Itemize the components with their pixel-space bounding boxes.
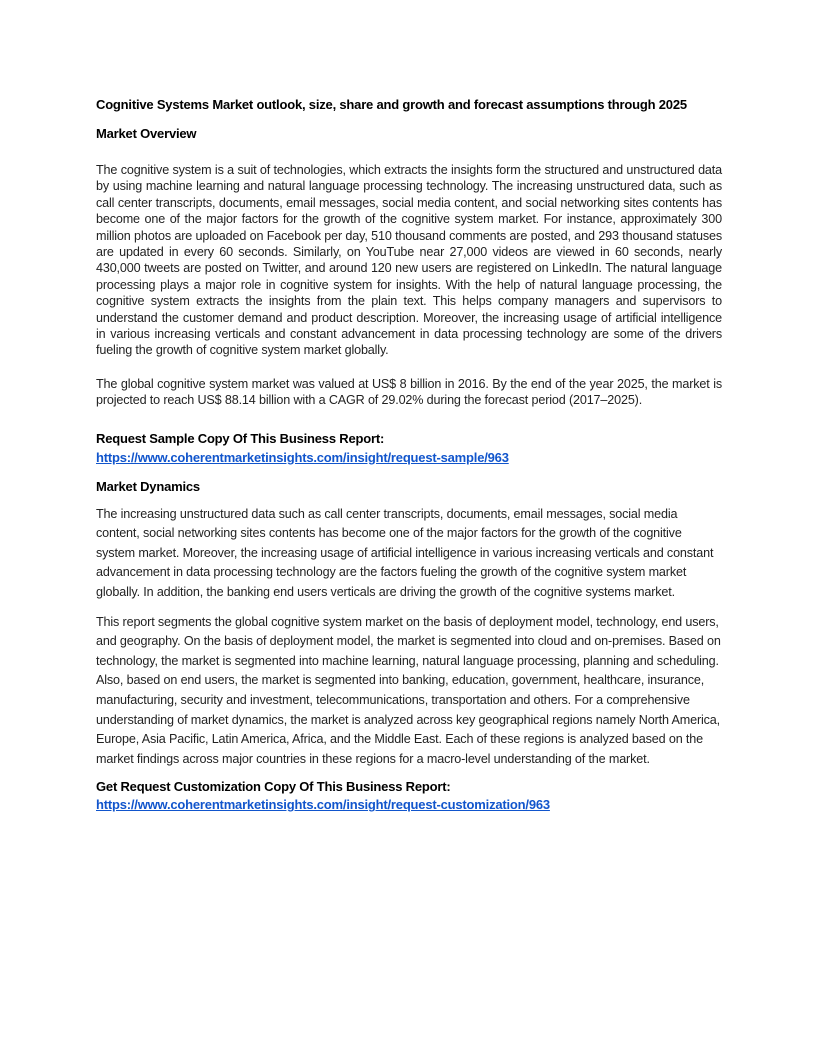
market-dynamics-heading: Market Dynamics: [96, 478, 200, 494]
dynamics-paragraph-1: The increasing unstructured data such as call center transcripts, documents, email messages, social media content, social networking sites contents has become one of the major factors for the growth of the cognitive system market. Moreover, the increasing usage of artificial intelligence in various increasing verticals and constant advancement in data processing technology are the factors fueling the growth of the cognitive system market globally. In addition, the banking end users verticals are driving the growth of the cognitive systems market.: [96, 506, 714, 600]
market-overview-heading: Market Overview: [96, 126, 197, 141]
request-customization-label: Get Request Customization Copy Of This Business Report:: [96, 779, 451, 795]
request-customization-link[interactable]: https://www.coherentmarketinsights.com/insight/request-customization/963: [96, 797, 550, 813]
dynamics-paragraph-2: This report segments the global cognitive system market on the basis of deployment model, technology, end users, and geography. On the basis of deployment model, the market is segmented into cloud and on-premises. Based on technology, the market is segmented into machine learning, natural language processing, planning and scheduling. Also, based on end users, the market is segmented into banking, education, government, healthcare, insurance, manufacturing, security and investment, telecommunications, transportation and others. For a comprehensive understanding of market dynamics, the market is analyzed across key geographical regions namely North America, Europe, Asia Pacific, Latin America, Africa, and the Middle East. Each of these regions is analyzed based on the market findings across major countries in these regions for a macro-level understanding of the market.: [96, 614, 721, 766]
document-title: Cognitive Systems Market outlook, size, share and growth and forecast assumptions through 2025: [96, 97, 687, 112]
overview-paragraph-2: The global cognitive system market was valued at US$ 8 billion in 2016. By the end of the year 2025, the market is projected to reach US$ 88.14 billion with a CAGR of 29.02% during the forecast period (2017–2025).: [96, 376, 722, 408]
request-sample-label: Request Sample Copy Of This Business Report:: [96, 430, 385, 446]
overview-paragraph-1: The cognitive system is a suit of technologies, which extracts the insights form the structured and unstructured data by using machine learning and natural language processing technology. The increasing unstructured data, such as call center transcripts, documents, email messages, social media content, and social networking sites contents has become one of the major factors for the growth of the cognitive system market. For instance, approximately 300 million photos are uploaded on Facebook per day, 510 thousand comments are posted, and 293 thousand statuses are updated in every 60 seconds. Similarly, on YouTube near 27,000 videos are viewed in 60 seconds, nearly 430,000 tweets are posted on Twitter, and around 120 new users are registered on LinkedIn. The natural language processing plays a major role in cognitive system for insights. With the help of natural language processing, the cognitive system extracts the insights from the plain text. This helps company managers and supervisors to understand the customer demand and product description. Moreover, the increasing usage of artificial intelligence in various increasing verticals and constant advancement in data processing technology are some of the drivers fueling the growth of cognitive system market globally.: [96, 163, 722, 358]
document-page: [96, 97, 722, 812]
request-sample-link[interactable]: https://www.coherentmarketinsights.com/insight/request-sample/963: [96, 449, 509, 465]
